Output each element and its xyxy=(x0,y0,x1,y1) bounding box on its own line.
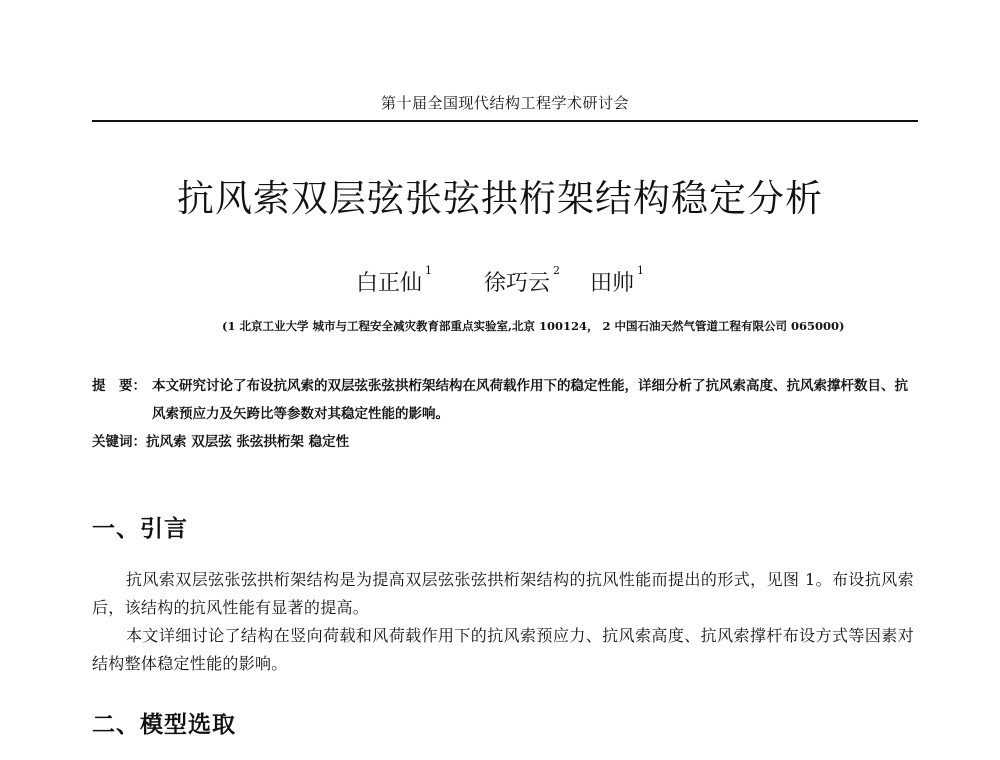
author-affil-mark: 1 xyxy=(637,264,645,277)
author-2 xyxy=(484,266,560,297)
keywords xyxy=(92,430,918,450)
header-rule xyxy=(92,120,918,122)
abstract xyxy=(92,372,918,428)
abstract-text: 本文研究讨论了布设抗风索的双层弦张弦拱桁架结构在风荷载作用下的稳定性能，详细分析了抗风索高度、抗风索撑杆数目、抗风索预应力及矢跨比等参数对其稳定性能的影响。 xyxy=(152,378,908,422)
running-header: 第十届全国现代结构工程学术研讨会 xyxy=(380,94,629,112)
keywords-text: 抗风索 双层弦 张弦拱桁架 稳定性 xyxy=(146,434,350,450)
author-affil-mark: 2 xyxy=(553,264,560,277)
author-3 xyxy=(590,266,644,297)
paper-title: 抗风索双层弦张弦拱桁架结构稳定分析 xyxy=(177,177,823,220)
affiliation-line: (1 北京工业大学 城市与工程安全减灾教育部重点实验室,北京 100124， 2 中国石油天然气管道工程有限公司 065000) xyxy=(222,319,845,333)
author-1 xyxy=(356,266,432,297)
author-name: 徐巧云 xyxy=(483,271,550,296)
author-name: 田帅 xyxy=(590,271,635,296)
intro-paragraph-2: 本文详细讨论了结构在竖向荷载和风荷载作用下的抗风索预应力、抗风索高度、抗风索撑杆布设方式等因素对结构整体稳定性能的影响。 xyxy=(92,626,914,673)
intro-paragraph-1: 抗风索双层弦张弦拱桁架结构是为提高双层弦张弦拱桁架结构的抗风性能而提出的形式，见图 1。布设抗风索后，该结构的抗风性能有显著的提高。 xyxy=(92,570,914,617)
keywords-label: 关键词： xyxy=(92,434,146,450)
abstract-label: 提 要： xyxy=(92,378,146,394)
section-heading-intro: 一、引言 xyxy=(92,516,188,542)
section-heading-model: 二、模型选取 xyxy=(92,712,236,738)
author-name: 白正仙 xyxy=(355,271,422,296)
author-affil-mark: 1 xyxy=(424,264,432,277)
author-list xyxy=(0,266,1000,297)
